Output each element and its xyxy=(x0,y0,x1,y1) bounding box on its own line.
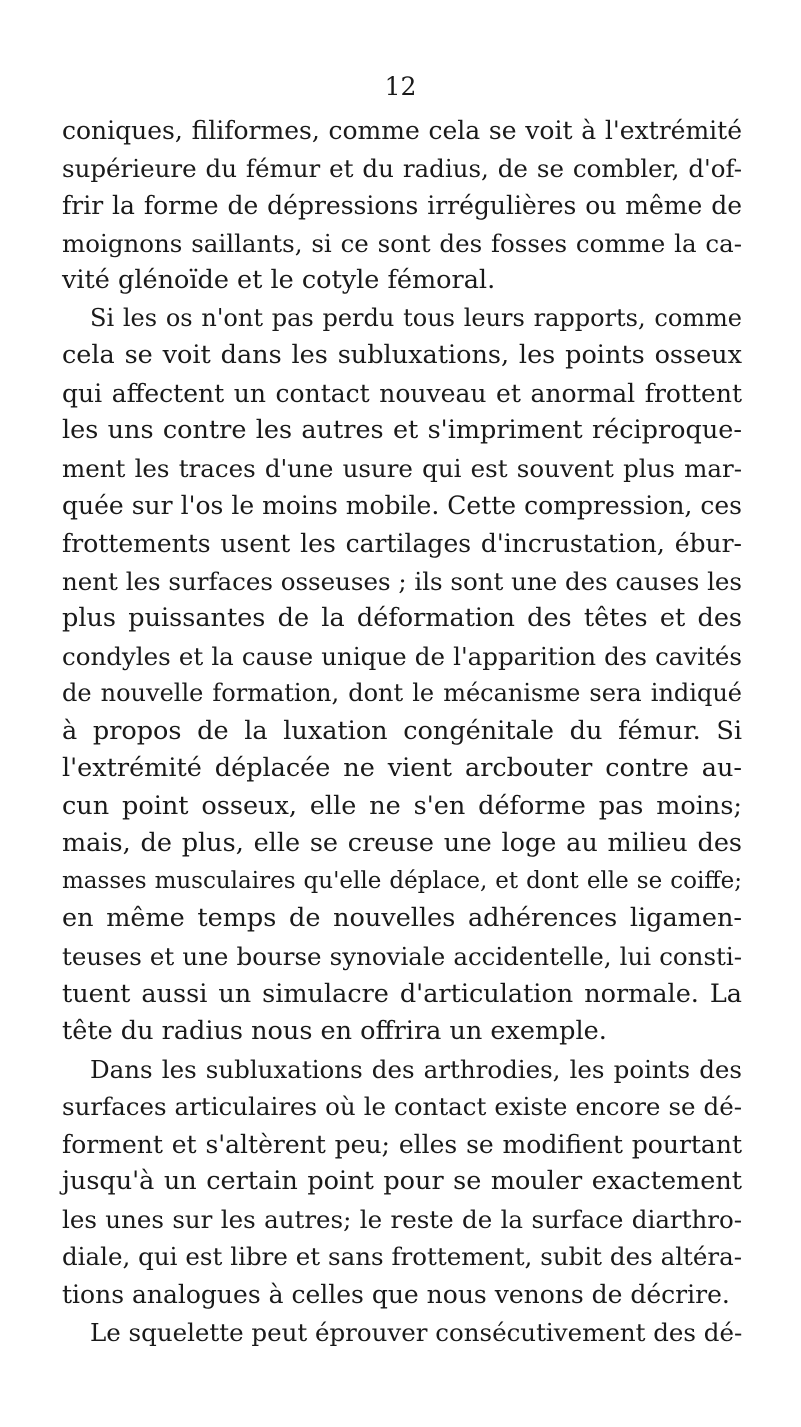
text-line: supérieure du fémur et du radius, de se combler, d'of- xyxy=(62,153,742,183)
paragraph-start-line: Dans les subluxations des arthrodies, les points des xyxy=(90,1054,742,1084)
body-text xyxy=(62,112,742,1351)
text-line: coniques, filiformes, comme cela se voit à l'extrémité xyxy=(62,116,742,145)
text-line: forment et s'altèrent peu; elles se modifient pourtant xyxy=(62,1129,742,1159)
text-line: en même temps de nouvelles adhérences ligamen- xyxy=(62,903,742,934)
text-line: frir la forme de dépressions irrégulières ou même de xyxy=(62,191,742,221)
page-number: 12 xyxy=(384,72,417,101)
text-line: ment les traces d'une usure qui est souvent plus mar- xyxy=(62,453,742,483)
text-line: l'extrémité déplacée ne vient arcbouter contre au- xyxy=(62,753,742,784)
text-line: surfaces articulaires où le contact existe encore se dé- xyxy=(62,1092,742,1122)
text-line: les unes sur les autres; le reste de la surface diarthro- xyxy=(62,1204,742,1234)
text-line: les uns contre les autres et s'impriment réciproque- xyxy=(62,415,742,446)
text-line: de nouvelle formation, dont le mécanisme sera indiqué xyxy=(62,679,742,708)
text-line: vité glénoïde et le cotyle fémoral. xyxy=(62,265,496,296)
text-line: tions analogues à celles que nous venons de décrire. xyxy=(62,1279,730,1309)
text-line: à propos de la luxation congénitale du fémur. Si xyxy=(62,715,742,746)
text-line: masses musculaires qu'elle déplace, et dont elle se coiffe; xyxy=(62,867,742,894)
text-line: teuses et une bourse synoviale accidentelle, lui consti- xyxy=(62,942,742,972)
text-line: condyles et la cause unique de l'apparition des cavités xyxy=(62,641,742,671)
text-line: jusqu'à un certain point pour se mouler exactement xyxy=(62,1166,742,1197)
text-line: frottements usent les cartilages d'incrustation, ébur- xyxy=(62,529,742,559)
text-line: qui affectent un contact nouveau et anormal frottent xyxy=(62,378,742,408)
paragraph-start-line: Le squelette peut éprouver consécutivement des dé- xyxy=(90,1317,743,1347)
text-line: cun point osseux, elle ne s'en déforme pas moins; xyxy=(62,790,742,821)
text-line: diale, qui est libre et sans frottement, subit des altéra- xyxy=(62,1242,742,1272)
text-line: cela se voit dans les subluxations, les points osseux xyxy=(62,340,742,371)
text-line: quée sur l'os le moins mobile. Cette compression, ces xyxy=(62,491,742,521)
text-line: plus puissantes de la déformation des têtes et des xyxy=(62,603,742,634)
text-line: tête du radius nous en offrira un exemple. xyxy=(62,1016,607,1047)
text-line: tuent aussi un simulacre d'articulation normale. La xyxy=(62,978,742,1009)
text-line: moignons saillants, si ce sont des fosses comme la ca- xyxy=(62,228,742,258)
text-line: nent les surfaces osseuses ; ils sont une des causes les xyxy=(62,566,742,596)
paragraph-start-line: Si les os n'ont pas perdu tous leurs rapports, comme xyxy=(90,303,742,332)
text-line: mais, de plus, elle se creuse une loge au milieu des xyxy=(62,828,742,859)
